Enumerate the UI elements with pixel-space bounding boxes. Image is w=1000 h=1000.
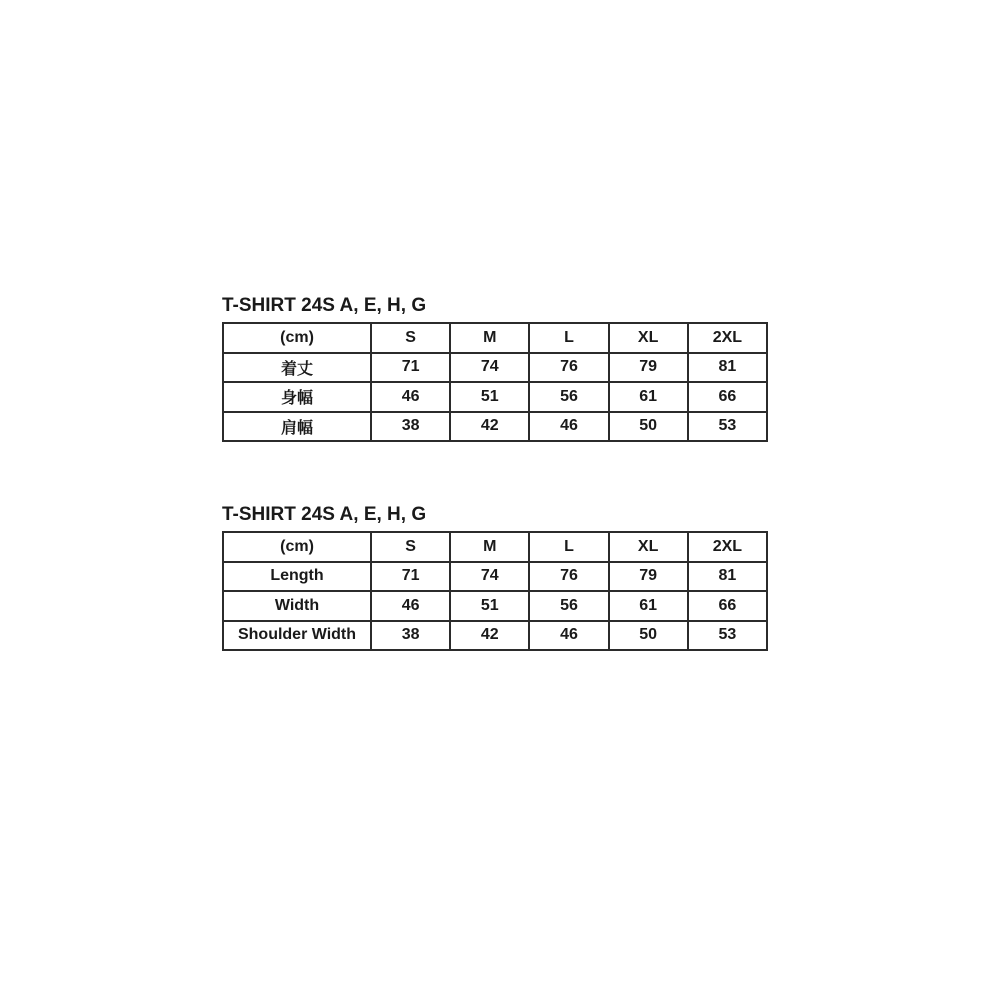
- value-cell: 81: [688, 562, 767, 592]
- value-cell: 76: [529, 353, 608, 383]
- value-cell: 61: [609, 591, 688, 621]
- table-row-length: [223, 353, 767, 383]
- table-row-shoulder: [223, 412, 767, 442]
- value-cell: 61: [609, 382, 688, 412]
- size-chart-title-en: T-SHIRT 24S A, E, H, G: [222, 504, 427, 525]
- value-cell: 71: [371, 562, 450, 592]
- size-header-cell-m: M: [450, 323, 529, 353]
- value-cell: 51: [450, 382, 529, 412]
- value-cell: 38: [371, 412, 450, 442]
- row-label-cell: 肩幅: [223, 412, 371, 442]
- size-chart-title-jp: T-SHIRT 24S A, E, H, G: [222, 295, 427, 316]
- size-header-cell-s: S: [371, 532, 450, 562]
- value-cell: 50: [609, 412, 688, 442]
- table-row-shoulder: [223, 621, 767, 651]
- row-label-cell: Shoulder Width: [223, 621, 371, 651]
- size-header-cell-m: M: [450, 532, 529, 562]
- value-cell: 74: [450, 562, 529, 592]
- value-cell: 46: [529, 621, 608, 651]
- unit-header-cell: (cm): [223, 323, 371, 353]
- size-header-cell-xl: XL: [609, 532, 688, 562]
- value-cell: 79: [609, 562, 688, 592]
- size-header-cell-s: S: [371, 323, 450, 353]
- value-cell: 56: [529, 382, 608, 412]
- value-cell: 53: [688, 412, 767, 442]
- size-header-cell-l: L: [529, 532, 608, 562]
- value-cell: 56: [529, 591, 608, 621]
- row-label-cell: 着丈: [223, 353, 371, 383]
- size-header-cell-l: L: [529, 323, 608, 353]
- value-cell: 50: [609, 621, 688, 651]
- size-table-jp: [222, 322, 768, 442]
- value-cell: 38: [371, 621, 450, 651]
- value-cell: 74: [450, 353, 529, 383]
- value-cell: 46: [529, 412, 608, 442]
- row-label-cell: Length: [223, 562, 371, 592]
- table-row-width: [223, 382, 767, 412]
- size-header-cell-2xl: 2XL: [688, 323, 767, 353]
- value-cell: 42: [450, 621, 529, 651]
- header-row: [223, 323, 767, 353]
- value-cell: 51: [450, 591, 529, 621]
- value-cell: 71: [371, 353, 450, 383]
- value-cell: 42: [450, 412, 529, 442]
- size-chart-section-jp: [222, 296, 768, 442]
- value-cell: 46: [371, 591, 450, 621]
- unit-header-cell: (cm): [223, 532, 371, 562]
- value-cell: 81: [688, 353, 767, 383]
- table-row-width: [223, 591, 767, 621]
- table-row-length: [223, 562, 767, 592]
- value-cell: 76: [529, 562, 608, 592]
- size-chart-section-en: [222, 505, 768, 651]
- value-cell: 53: [688, 621, 767, 651]
- header-row: [223, 532, 767, 562]
- value-cell: 79: [609, 353, 688, 383]
- size-header-cell-2xl: 2XL: [688, 532, 767, 562]
- size-table-en: [222, 531, 768, 651]
- value-cell: 66: [688, 591, 767, 621]
- row-label-cell: 身幅: [223, 382, 371, 412]
- row-label-cell: Width: [223, 591, 371, 621]
- size-header-cell-xl: XL: [609, 323, 688, 353]
- value-cell: 66: [688, 382, 767, 412]
- value-cell: 46: [371, 382, 450, 412]
